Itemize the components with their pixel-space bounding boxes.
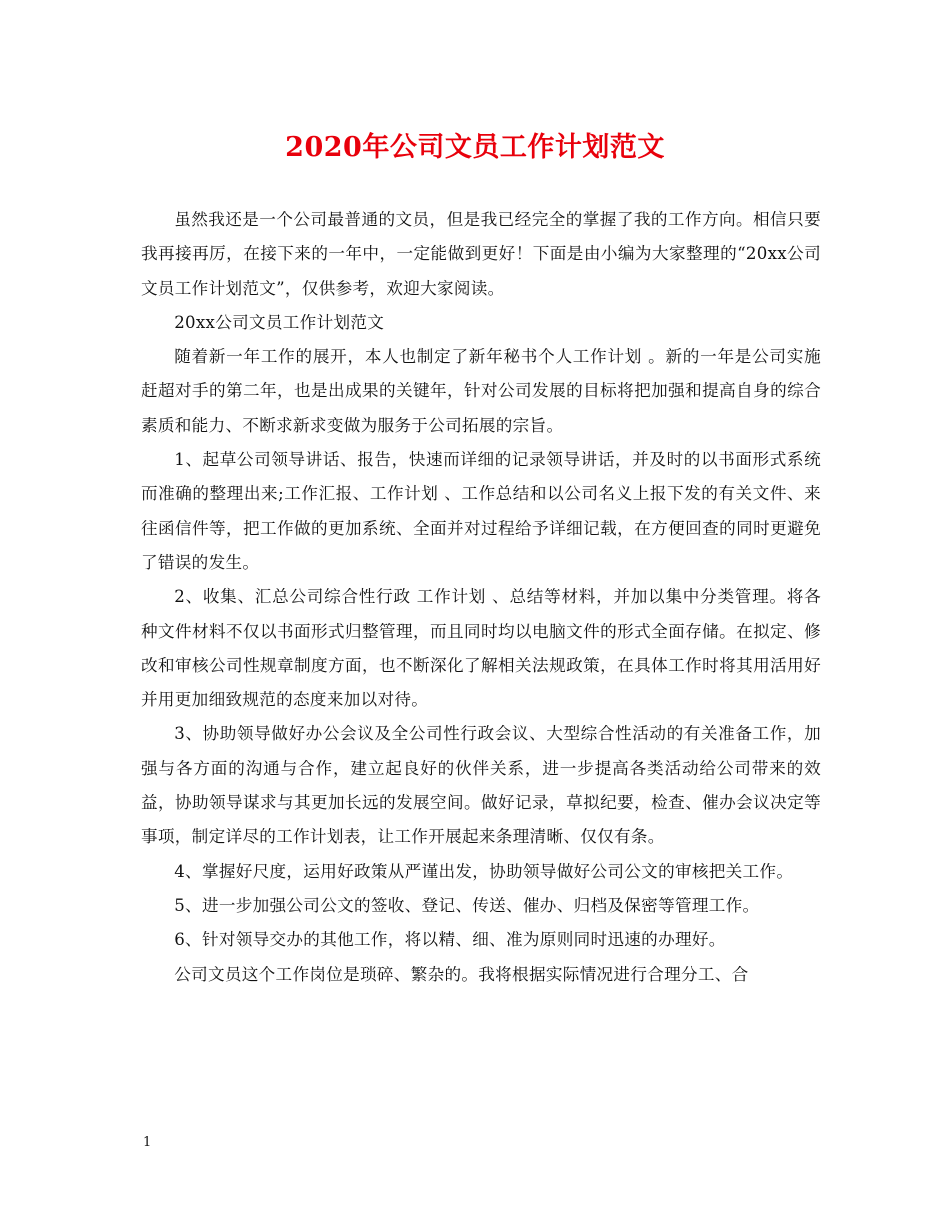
paragraph-item-1: 1、起草公司领导讲话、报告，快速而详细的记录领导讲话，并及时的以书面形式系统而准确的整理出来;工作汇报、工作计划 、工作总结和以公司名义上报下发的有关文件、来往函信件等，把工作做的更加系统、全面并对过程给予详细记载，在方便回查的同时更避免了错误的发生。 [141, 450, 821, 572]
paragraph-item-3: 3、协助领导做好办公会议及全公司性行政会议、大型综合性活动的有关准备工作，加强与各方面的沟通与合作，建立起良好的伙伴关系，进一步提高各类活动给公司带来的效益，协助领导谋求与其更加长远的发展空间。做好记录，草拟纪要，检查、催办会议决定等事项，制定详尽的工作计划表，让工作开展起来条理清晰、仅仅有条。 [141, 724, 821, 847]
paragraph-item-4: 4、掌握好尺度，运用好政策从严谨出发，协助领导做好公司公文的审核把关工作。 [174, 861, 794, 881]
paragraph-item-6: 6、针对领导交办的其他工作，将以精、细、准为原则同时迅速的办理好。 [174, 930, 726, 950]
paragraph-item-5: 5、进一步加强公司公文的签收、登记、传送、催办、归档及保密等管理工作。 [174, 895, 760, 915]
page-number: 1 [143, 1135, 152, 1150]
paragraph-intro: 虽然我还是一个公司最普通的文员，但是我已经完全的掌握了我的工作方向。相信只要我再接再厉，在接下来的一年中，一定能做到更好！下面是由小编为大家整理的“20xx公司文员工作计划范文”，仅供参考，欢迎大家阅读。 [141, 210, 821, 298]
paragraph-subtitle: 20xx公司文员工作计划范文 [174, 312, 385, 332]
paragraph-item-2: 2、收集、汇总公司综合性行政 工作计划 、总结等材料，并加以集中分类管理。将各种文件材料不仅以书面形式归整管理，而且同时均以电脑文件的形式全面存储。在拟定、修改和审核公司性规章制度方面，也不断深化了解相关法规政策，在具体工作时将其用活用好并用更加细致规范的态度来加以对待。 [141, 587, 821, 710]
document-title: 2020年公司文员工作计划范文 [285, 132, 665, 163]
document-body [141, 203, 821, 992]
paragraph-overview: 随着新一年工作的展开，本人也制定了新年秘书个人工作计划 。新的一年是公司实施赶超对手的第二年，也是出成果的关键年，针对公司发展的目标将把加强和提高自身的综合素质和能力、不断求新求变做为服务于公司拓展的宗旨。 [141, 347, 821, 435]
paragraph-closing: 公司文员这个工作岗位是琐碎、繁杂的。我将根据实际情况进行合理分工、合 [174, 964, 749, 984]
